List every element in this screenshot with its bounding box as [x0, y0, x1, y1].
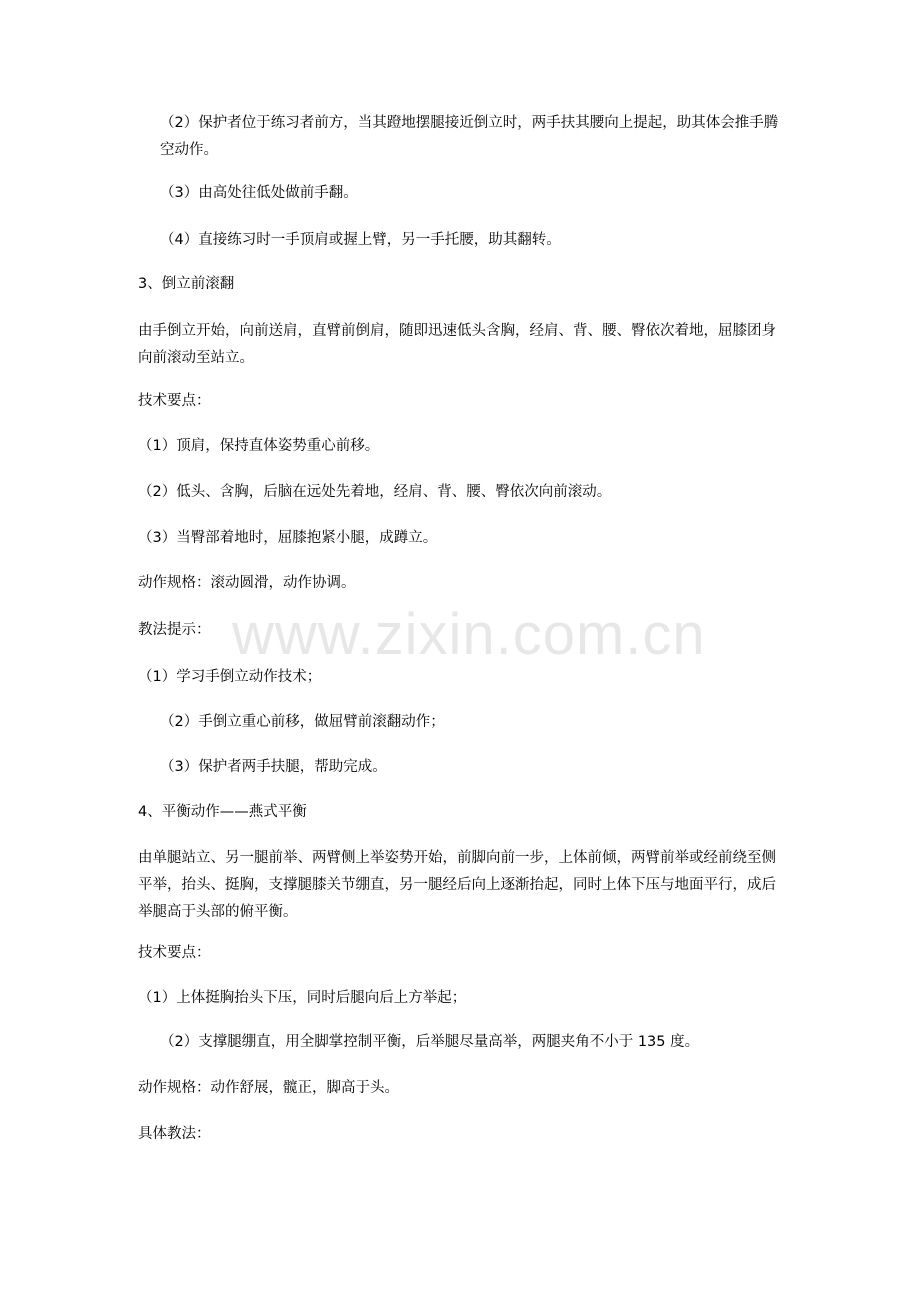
section-heading: 3、倒立前滚翻	[138, 276, 235, 292]
paragraph: （2）支撑腿绷直，用全脚掌控制平衡，后举腿尽量高举，两腿夹角不小于 135 度。	[160, 1034, 700, 1050]
paragraph: 由单腿站立、另一腿前举、两臂侧上举姿势开始，前脚向前一步，上体前倾，两臂前举或经前绕至侧平举，抬头、挺胸，支撑腿膝关节绷直，另一腿经后向上逐渐抬起，同时上体下压与地面平行，成后举腿高于头部的俯平衡。	[138, 850, 776, 920]
paragraph: （1）上体挺胸抬头下压，同时后腿向后上方举起；	[138, 990, 467, 1006]
paragraph: 动作规格：滚动圆滑，动作协调。	[138, 575, 356, 591]
paragraph: （1）顶肩，保持直体姿势重心前移。	[138, 438, 380, 454]
subheading: 技术要点：	[138, 393, 211, 409]
paragraph: （2）低头、含胸，后脑在远处先着地，经肩、背、腰、臀依次向前滚动。	[138, 484, 612, 500]
subheading: 技术要点：	[138, 945, 211, 961]
paragraph: （1）学习手倒立动作技术；	[138, 669, 322, 685]
paragraph: （3）当臀部着地时，屈膝抱紧小腿，成蹲立。	[138, 530, 438, 546]
paragraph: 动作规格：动作舒展，髋正，脚高于头。	[138, 1080, 399, 1096]
paragraph: （2）手倒立重心前移，做屈臂前滚翻动作；	[160, 714, 445, 730]
paragraph: 由手倒立开始，向前送肩，直臂前倒肩，随即迅速低头含胸，经肩、背、腰、臀依次着地，屈膝团身向前滚动至站立。	[138, 323, 776, 366]
subheading: 教法提示：	[138, 622, 211, 638]
subheading: 具体教法：	[138, 1126, 211, 1142]
paragraph: （4）直接练习时一手顶肩或握上臂，另一手托腰，助其翻转。	[160, 232, 561, 248]
paragraph: （2）保护者位于练习者前方，当其蹬地摆腿接近倒立时，两手扶其腰向上提起，助其体会推手腾空动作。	[160, 115, 779, 158]
paragraph: （3）由高处往低处做前手翻。	[160, 185, 358, 201]
section-heading: 4、平衡动作——燕式平衡	[138, 804, 307, 820]
watermark: www.zixin.com.cn	[232, 602, 706, 667]
paragraph: （3）保护者两手扶腿，帮助完成。	[160, 759, 387, 775]
